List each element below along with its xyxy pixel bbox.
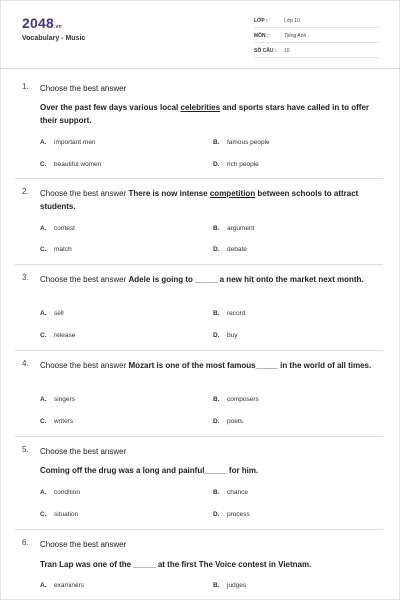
option-d[interactable] — [213, 418, 243, 425]
option-c[interactable] — [40, 246, 72, 253]
option-c[interactable] — [40, 511, 78, 518]
meta-row-subject — [254, 30, 379, 43]
option-b[interactable] — [213, 489, 248, 496]
option-text: contest — [54, 225, 75, 232]
question-divider — [15, 264, 383, 265]
option-letter: B. — [213, 310, 220, 317]
option-text: judges — [227, 582, 247, 589]
worksheet-title: Vocabulary - Music — [22, 35, 86, 42]
option-text: release — [54, 332, 76, 339]
option-letter: C. — [40, 511, 47, 518]
question-stem-text: Coming off the drug was a long and painful_____ for him. — [40, 466, 259, 475]
question-text — [40, 273, 380, 286]
meta-row-question-count — [254, 45, 379, 58]
question-prompt: Choose the best answer — [40, 361, 129, 370]
option-letter: A. — [40, 489, 47, 496]
stem-underlined: competition — [209, 189, 256, 198]
option-text: composers — [227, 396, 259, 403]
question-prompt: Choose the best answer — [40, 540, 127, 549]
option-text: match — [54, 246, 72, 253]
option-letter: D. — [213, 418, 220, 425]
option-letter: D. — [213, 511, 220, 518]
question-stem — [40, 558, 380, 571]
option-a[interactable] — [40, 225, 75, 232]
question-number: 5. — [22, 445, 29, 454]
question-number: 4. — [22, 359, 29, 368]
question-stem: Adele is going to _____ a new hit onto the market next month. — [128, 275, 364, 284]
logo-suffix: .vn — [53, 24, 62, 30]
option-letter: A. — [40, 139, 47, 146]
option-letter: A. — [40, 225, 47, 232]
option-letter: A. — [40, 310, 47, 317]
question-stem-text: Tran Lap was one of the _____ at the first The Voice contest in Vietnam. — [40, 560, 312, 569]
option-letter: A. — [40, 396, 47, 403]
question-prompt: Choose the best answer — [40, 84, 127, 93]
option-c[interactable] — [40, 418, 73, 425]
question-number: 3. — [22, 273, 29, 282]
option-a[interactable] — [40, 396, 75, 403]
option-a[interactable] — [40, 582, 84, 589]
option-letter: B. — [213, 139, 220, 146]
stem-part: between schools to attract students. — [40, 189, 359, 211]
meta-value: Lớp 10 — [284, 18, 300, 24]
question-text — [40, 359, 380, 372]
option-text: singers — [54, 396, 75, 403]
option-text: rich people — [227, 161, 259, 168]
question-divider — [15, 529, 383, 530]
question-text — [40, 187, 380, 213]
stem-part: and sports stars have called in to offer their support. — [40, 103, 370, 125]
question-divider — [15, 436, 383, 437]
option-d[interactable] — [213, 511, 250, 518]
meta-key: LỚP : — [254, 18, 268, 24]
question-number: 2. — [22, 187, 29, 196]
option-d[interactable] — [213, 161, 259, 168]
option-letter: B. — [213, 489, 220, 496]
meta-key: MÔN : — [254, 33, 269, 39]
site-logo[interactable] — [22, 15, 62, 31]
question-number: 1. — [22, 82, 29, 91]
question-prompt: Choose the best answer — [40, 275, 129, 284]
option-letter: C. — [40, 332, 47, 339]
meta-value: 10 — [284, 48, 290, 54]
question-number: 6. — [22, 538, 29, 547]
option-c[interactable] — [40, 332, 75, 339]
option-a[interactable] — [40, 139, 96, 146]
option-text: writers — [54, 418, 74, 425]
option-text: sell — [54, 310, 64, 317]
option-b[interactable] — [213, 396, 259, 403]
meta-row-class — [254, 15, 379, 28]
option-letter: A. — [40, 582, 47, 589]
stem-part: There is now intense — [128, 189, 210, 198]
option-text: examiners — [54, 582, 84, 589]
option-b[interactable] — [213, 310, 245, 317]
option-b[interactable] — [213, 225, 254, 232]
question-stem — [40, 464, 380, 477]
question-divider — [15, 178, 383, 179]
option-letter: B. — [213, 225, 220, 232]
option-letter: C. — [40, 161, 47, 168]
stem-part: Over the past few days various local — [40, 103, 181, 112]
option-a[interactable] — [40, 310, 64, 317]
option-d[interactable] — [213, 332, 237, 339]
option-b[interactable] — [213, 139, 270, 146]
option-a[interactable] — [40, 489, 80, 496]
option-text: buy — [227, 332, 238, 339]
option-letter: C. — [40, 418, 47, 425]
option-letter: B. — [213, 396, 220, 403]
question-prompt: Choose the best answer — [40, 189, 129, 198]
option-text: famous people — [227, 139, 270, 146]
question-stem — [40, 101, 380, 127]
worksheet-header — [1, 1, 400, 69]
question-stem: Mozart is one of the most famous_____ in the world of all times. — [128, 361, 372, 370]
option-text: beautiful women — [54, 161, 102, 168]
question-prompt: Choose the best answer — [40, 447, 127, 456]
option-text: record — [227, 310, 246, 317]
logo-text: 2048 — [22, 15, 54, 31]
option-letter: D. — [213, 161, 220, 168]
option-letter: D. — [213, 246, 220, 253]
option-letter: C. — [40, 246, 47, 253]
option-c[interactable] — [40, 161, 101, 168]
option-text: debate — [227, 246, 247, 253]
option-text: chance — [227, 489, 248, 496]
option-d[interactable] — [213, 246, 247, 253]
option-letter: D. — [213, 332, 220, 339]
option-text: situation — [54, 511, 79, 518]
option-text: poets — [227, 418, 243, 425]
question-divider — [15, 350, 383, 351]
option-text: process — [227, 511, 250, 518]
option-text: argument — [227, 225, 255, 232]
option-letter: B. — [213, 582, 220, 589]
option-text: important men — [54, 139, 96, 146]
meta-value: Tiếng Anh — [284, 33, 307, 39]
stem-underlined: celebrities — [180, 103, 221, 112]
option-text: condition — [54, 489, 81, 496]
option-b[interactable] — [213, 582, 246, 589]
meta-key: SỐ CÂU : — [254, 48, 277, 54]
